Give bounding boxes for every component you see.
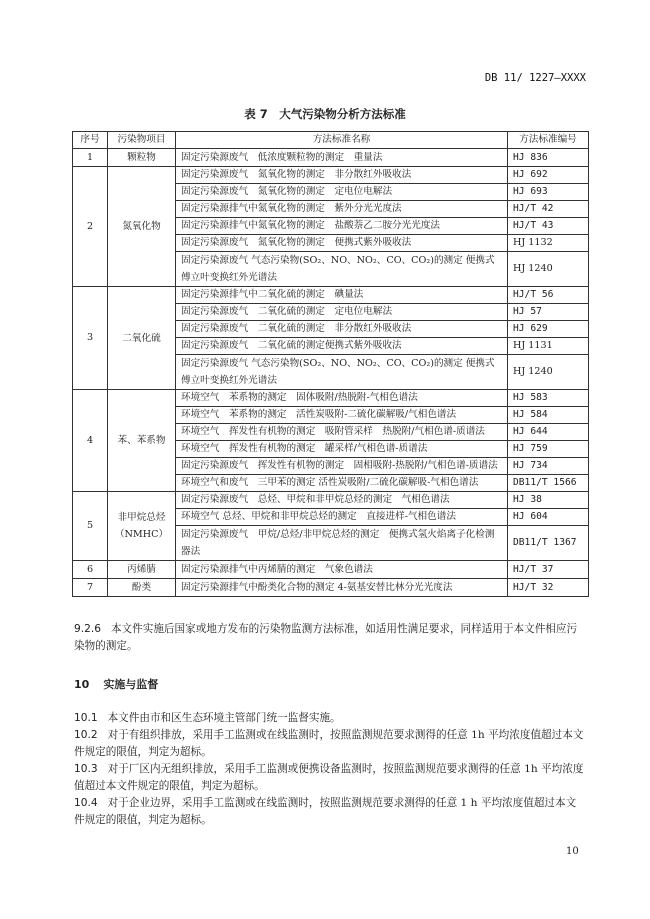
paragraph-10-4 xyxy=(74,795,584,829)
cell-method-name: 固定污染源废气 二氧化硫的测定便携式紫外吸收法 xyxy=(176,338,508,355)
cell-method-name: 固定污染源废气 气态污染物(SO₂、NO、NO₂、CO、CO₂)的测定 便携式傅立叶变换红外光谱法 xyxy=(176,355,508,390)
clause-number: 10.4 xyxy=(74,797,98,809)
cell-method-name: 固定污染源废气 挥发性有机物的测定 固相吸附-热脱附/气相色谱-质谱法 xyxy=(176,458,508,475)
cell-method-name: 环境空气 苯系物的测定 活性炭吸附-二硫化碳解吸/气相色谱法 xyxy=(176,407,508,424)
paragraph-9-2-6 xyxy=(74,621,584,655)
cell-method-name: 固定污染源废气 甲烷/总烃/非甲烷总烃的测定 便携式氢火焰离子化检测器法 xyxy=(176,526,508,561)
cell-method-code: HJ 1131 xyxy=(508,338,589,355)
cell-pollutant: 二氧化硫 xyxy=(108,287,176,390)
cell-no: 2 xyxy=(73,167,108,287)
cell-method-code: HJ/T 32 xyxy=(508,579,589,597)
cell-no: 5 xyxy=(73,492,108,561)
cell-no: 4 xyxy=(73,390,108,492)
cell-method-name: 固定污染源废气 低浓度颗粒物的测定 重量法 xyxy=(176,149,508,167)
cell-method-code: HJ 1132 xyxy=(508,235,589,252)
cell-method-code: HJ 644 xyxy=(508,424,589,441)
cell-method-name: 固定污染源排气中丙烯腈的测定 气象色谱法 xyxy=(176,561,508,579)
cell-method-name: 固定污染源废气 二氧化硫的测定 定电位电解法 xyxy=(176,304,508,321)
cell-method-code: HJ 583 xyxy=(508,390,589,407)
clause-text: 对于企业边界，采用手工监测或在线监测时，按照监测规范要求测得的任意 1 h 平均浓度值超过本文件规定的限值，判定为超标。 xyxy=(74,797,577,826)
cell-method-name: 固定污染源废气 氮氧化物的测定 定电位电解法 xyxy=(176,184,508,201)
clause-number: 10.2 xyxy=(74,729,98,741)
col-header-no: 序号 xyxy=(73,132,108,149)
cell-method-name: 环境空气和废气 三甲苯的测定 活性炭吸附/二硫化碳解吸-气相色谱法 xyxy=(176,475,508,492)
cell-pollutant: 丙烯腈 xyxy=(108,561,176,579)
table-row xyxy=(73,149,589,167)
cell-method-code: HJ 1240 xyxy=(508,355,589,390)
cell-pollutant: 氮氧化物 xyxy=(108,167,176,287)
cell-method-name: 环境空气 总烃、甲烷和非甲烷总烃的测定 直接进样-气相色谱法 xyxy=(176,509,508,526)
table-row xyxy=(73,167,589,184)
clause-text: 本文件由市和区生态环境主管部门统一监督实施。 xyxy=(107,712,341,724)
cell-method-name: 固定污染源排气中酚类化合物的测定 4-氨基安替比林分光光度法 xyxy=(176,579,508,597)
cell-method-code: HJ/T 42 xyxy=(508,201,589,218)
cell-method-code: HJ 38 xyxy=(508,492,589,509)
cell-method-code: HJ 734 xyxy=(508,458,589,475)
clause-text: 对于有组织排放，采用手工监测或在线监测时，按照监测规范要求测得的任意 1h 平均浓度值超过本文件规定的限值，判定为超标。 xyxy=(74,729,584,758)
cell-no: 6 xyxy=(73,561,108,579)
cell-method-code: HJ 693 xyxy=(508,184,589,201)
cell-no: 7 xyxy=(73,579,108,597)
cell-no: 1 xyxy=(73,149,108,167)
col-header-method-code: 方法标准编号 xyxy=(508,132,589,149)
cell-pollutant: 非甲烷总烃（NMHC） xyxy=(108,492,176,561)
cell-method-code: HJ/T 43 xyxy=(508,218,589,235)
cell-method-code: HJ 692 xyxy=(508,167,589,184)
cell-method-code: HJ 584 xyxy=(508,407,589,424)
cell-method-name: 固定污染源废气 气态污染物(SO₂、NO、NO₂、CO、CO₂)的测定 便携式傅立叶变换红外光谱法 xyxy=(176,252,508,287)
page-number: 10 xyxy=(566,846,579,857)
cell-method-code: DB11/T 1367 xyxy=(508,526,589,561)
table-row xyxy=(73,579,589,597)
cell-method-name: 固定污染源废气 氮氧化物的测定 便携式紫外吸收法 xyxy=(176,235,508,252)
cell-method-code: HJ 629 xyxy=(508,321,589,338)
cell-method-name: 固定污染源排气中氮氧化物的测定 紫外分光光度法 xyxy=(176,201,508,218)
cell-pollutant: 苯、苯系物 xyxy=(108,390,176,492)
cell-method-name: 固定污染源废气 总烃、甲烷和非甲烷总烃的测定 气相色谱法 xyxy=(176,492,508,509)
cell-method-code: HJ 57 xyxy=(508,304,589,321)
cell-method-name: 环境空气 挥发性有机物的测定 吸附管采样 热脱附/气相色谱-质谱法 xyxy=(176,424,508,441)
cell-no: 3 xyxy=(73,287,108,390)
document-id: DB 11/ 1227—XXXX xyxy=(484,72,586,84)
col-header-item: 污染物项目 xyxy=(108,132,176,149)
table-row xyxy=(73,287,589,304)
cell-method-code: HJ 604 xyxy=(508,509,589,526)
table-row xyxy=(73,561,589,579)
table-row xyxy=(73,390,589,407)
cell-method-name: 固定污染源排气中氮氧化物的测定 盐酸萘乙二胺分光光度法 xyxy=(176,218,508,235)
table-row xyxy=(73,492,589,509)
cell-method-name: 固定污染源废气 二氧化硫的测定 非分散红外吸收法 xyxy=(176,321,508,338)
cell-method-code: HJ 836 xyxy=(508,149,589,167)
cell-method-code: DB11/T 1566 xyxy=(508,475,589,492)
cell-method-name: 环境空气 挥发性有机物的测定 罐采样/气相色谱-质谱法 xyxy=(176,441,508,458)
table-header-row xyxy=(73,132,589,149)
cell-method-name: 固定污染源废气 氮氧化物的测定 非分散红外吸收法 xyxy=(176,167,508,184)
cell-method-code: HJ/T 37 xyxy=(508,561,589,579)
cell-method-code: HJ/T 56 xyxy=(508,287,589,304)
cell-pollutant: 颗粒物 xyxy=(108,149,176,167)
analysis-methods-table xyxy=(72,131,589,597)
cell-method-code: HJ 1240 xyxy=(508,252,589,287)
cell-method-name: 固定污染源排气中二氧化硫的测定 碘量法 xyxy=(176,287,508,304)
cell-method-name: 环境空气 苯系物的测定 固体吸附/热脱附-气相色谱法 xyxy=(176,390,508,407)
clause-number: 10.3 xyxy=(74,763,98,775)
cell-method-code: HJ 759 xyxy=(508,441,589,458)
paragraph-10-2 xyxy=(74,727,584,761)
section-title: 实施与监督 xyxy=(103,678,159,691)
col-header-method-name: 方法标准名称 xyxy=(176,132,508,149)
clause-number: 9.2.6 xyxy=(74,623,101,635)
cell-pollutant: 酚类 xyxy=(108,579,176,597)
table-caption: 表 7 大气污染物分析方法标准 xyxy=(244,107,406,121)
paragraph-10-3 xyxy=(74,761,584,795)
clause-text: 本文件实施后国家或地方发布的污染物监测方法标准，如适用性满足要求，同样适用于本文件相应污染物的测定。 xyxy=(74,623,578,652)
clause-number: 10.1 xyxy=(74,712,98,724)
section-heading xyxy=(74,676,158,692)
paragraph-10-1 xyxy=(74,710,584,727)
section-number: 10 xyxy=(74,678,90,691)
clause-text: 对于厂区内无组织排放，采用手工监测或便携设备监测时，按照监测规范要求测得的任意 1h 平均浓度值超过本文件规定的限值，判定为超标。 xyxy=(74,763,584,792)
